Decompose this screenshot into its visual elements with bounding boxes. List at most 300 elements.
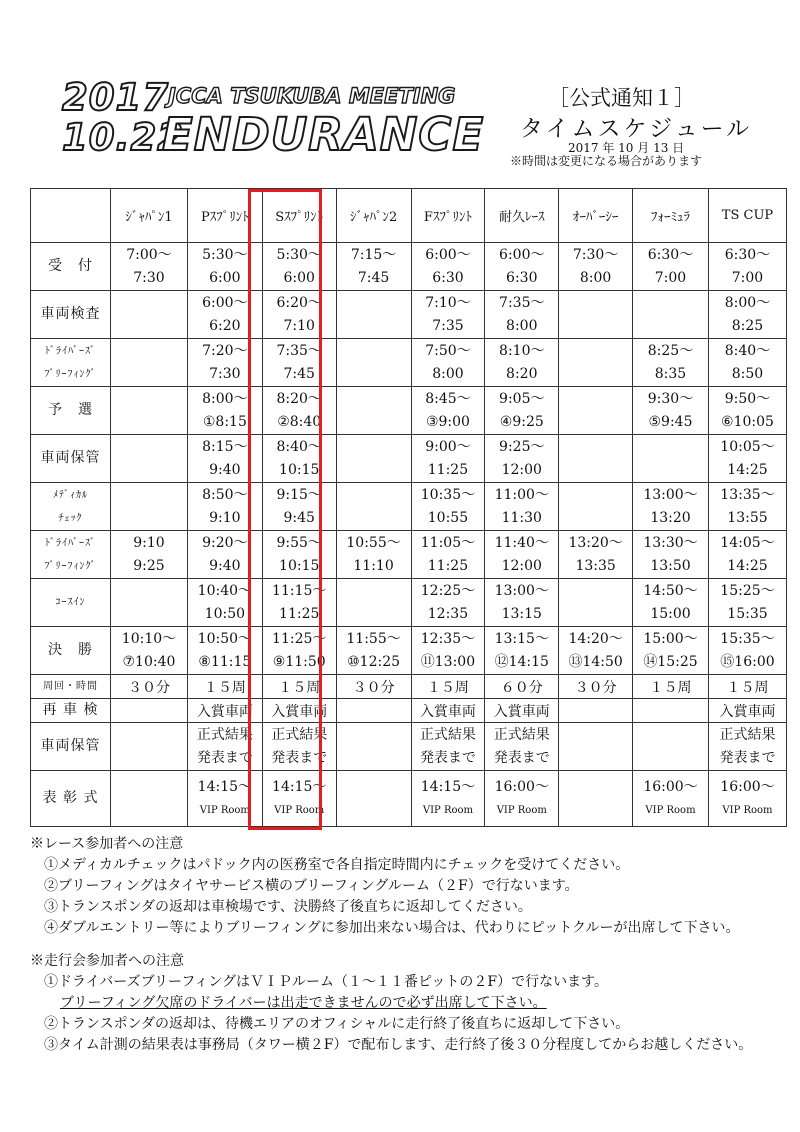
race-note-4: ④ダブルエントリー等によりブリーフィングに参加出来ない場合は、代わりにピットクルーが出席して下さい。 (44, 920, 740, 936)
table-cell (485, 339, 559, 387)
table-cell (262, 435, 336, 483)
cell-text: ⑫14:15 (494, 653, 549, 670)
cell-text: 入賞車両 (719, 703, 776, 720)
table-cell (336, 435, 411, 483)
cell-text: 6:30 (506, 269, 538, 286)
cell-text: 7:30 (209, 365, 241, 382)
cell-text: 7:45 (357, 269, 390, 286)
cell-text: 11:25 (427, 557, 469, 574)
table-cell (411, 699, 485, 723)
logo-event-name: JCCA TSUKUBA MEETING (168, 84, 456, 108)
cell-text: ⑦10:40 (122, 653, 176, 670)
cell-text: 発表まで (493, 749, 550, 766)
cell-text: 13:55 (727, 509, 768, 526)
cell-text: 発表まで (196, 749, 253, 766)
cell-text: 9:25 (133, 557, 165, 574)
cell-text: 10:55 (427, 509, 469, 526)
cell-text: 8:00〜 (202, 390, 248, 407)
cell-text: 13:20 (650, 509, 691, 526)
table-cell (485, 771, 559, 827)
cell-text: ⑩12:25 (347, 653, 401, 670)
table-cell (633, 483, 709, 531)
schedule-table (30, 188, 787, 827)
cell-text: 10:15 (279, 557, 320, 574)
cell-text: 6:00 (283, 269, 315, 286)
row-header-text: 再 車 検 (42, 702, 99, 718)
cell-text: 12:00 (501, 557, 542, 574)
table-cell (411, 339, 485, 387)
cell-text: 15:00 (650, 605, 691, 622)
row-header-text: 予 選 (48, 402, 93, 418)
cell-text: 14:05〜 (720, 534, 775, 551)
table-cell (633, 723, 709, 771)
table-cell (485, 387, 559, 435)
table-cell (111, 291, 188, 339)
cell-text: 14:20〜 (568, 630, 623, 647)
cell-text: 6:30〜 (647, 246, 694, 263)
row-header-text: ﾁｪｯｸ (58, 512, 83, 524)
cell-text: 正式結果 (196, 726, 253, 743)
table-row (31, 675, 787, 699)
table-cell (559, 579, 633, 627)
table-cell (411, 579, 485, 627)
table-cell (708, 243, 786, 291)
table-cell (187, 699, 262, 723)
table-cell (708, 291, 786, 339)
table-row (31, 387, 787, 435)
notice-label: ［公式通知１］ (548, 86, 695, 110)
cell-text: 正式結果 (419, 726, 476, 743)
cell-text: 15:35 (727, 605, 768, 622)
race-notes-heading: ※レース参加者への注意 (30, 836, 184, 852)
row-header-text: 受 付 (48, 258, 93, 274)
table-cell (411, 723, 485, 771)
column-header: Pｽﾌﾟﾘﾝﾄ (187, 189, 262, 243)
table-cell (262, 579, 336, 627)
table-cell (485, 675, 559, 699)
cell-text: 10:55〜 (346, 534, 401, 551)
table-cell (633, 675, 709, 699)
table-cell (111, 243, 188, 291)
cell-text: ①8:15 (202, 413, 247, 430)
cell-text: 正式結果 (271, 726, 328, 743)
row-header-text: 車両検査 (40, 306, 101, 322)
cell-text: 9:00〜 (425, 438, 471, 455)
table-cell (411, 771, 485, 827)
table-cell (411, 243, 485, 291)
cell-text: 13:30〜 (643, 534, 698, 551)
cell-text: 9:40 (209, 461, 241, 478)
row-header (31, 243, 111, 291)
table-cell (336, 387, 411, 435)
cell-text: 7:35 (432, 317, 464, 334)
table-cell (262, 699, 336, 723)
table-cell (187, 387, 262, 435)
cell-text: 8:25 (731, 317, 764, 334)
run-note-3: ③タイム計測の結果表は事務局（タワー横２F）で配布します、走行終了後３０分程度してからお越しください。 (44, 1037, 753, 1053)
table-cell (187, 723, 262, 771)
table-cell (633, 387, 709, 435)
cell-text: １５周 (649, 679, 692, 696)
cell-text: 発表まで (419, 749, 476, 766)
cell-text: 入賞車両 (419, 703, 476, 720)
cell-text: 11:00〜 (494, 486, 549, 503)
table-cell (111, 387, 188, 435)
table-cell (262, 675, 336, 699)
cell-text: 8:40〜 (724, 342, 771, 359)
table-cell (485, 579, 559, 627)
table-cell (336, 627, 411, 675)
cell-text: 8:50 (731, 365, 764, 382)
table-row (31, 291, 787, 339)
table-cell (485, 243, 559, 291)
table-cell (111, 435, 188, 483)
cell-text: 15:00〜 (643, 630, 698, 647)
cell-text: 14:15〜 (272, 778, 327, 795)
cell-text: １５周 (426, 679, 469, 696)
cell-text: 入賞車両 (493, 703, 550, 720)
cell-text: 9:30〜 (647, 390, 694, 407)
cell-text: 9:45 (283, 509, 315, 526)
row-header-text: 車両保管 (40, 738, 101, 754)
table-cell (111, 699, 188, 723)
row-header (31, 579, 111, 627)
table-row (31, 723, 787, 771)
table-cell (262, 483, 336, 531)
table-cell (411, 435, 485, 483)
cell-text: VIP Room (722, 804, 773, 816)
cell-text: 13:35 (575, 557, 616, 574)
table-cell (559, 627, 633, 675)
cell-text: 16:00〜 (643, 778, 698, 795)
table-cell (262, 771, 336, 827)
table-cell (708, 483, 786, 531)
cell-text: 9:05〜 (499, 390, 545, 407)
cell-text: 8:00 (506, 317, 538, 334)
table-cell (187, 579, 262, 627)
table-cell (187, 531, 262, 579)
table-cell (111, 531, 188, 579)
table-cell (187, 435, 262, 483)
table-cell (262, 291, 336, 339)
row-header-text: ﾄﾞﾗｲﾊﾞｰｽﾞ (45, 345, 96, 357)
table-row (31, 627, 787, 675)
table-cell (111, 483, 188, 531)
cell-text: 5:30〜 (276, 246, 322, 263)
cell-text: ⑪13:00 (420, 653, 476, 670)
cell-text: 7:15〜 (350, 246, 397, 263)
page-title: タイムスケジュール (520, 116, 753, 142)
cell-text: 12:35 (427, 605, 469, 622)
cell-text: 8:40〜 (276, 438, 322, 455)
row-header-text: 決 勝 (48, 642, 93, 658)
table-cell (559, 339, 633, 387)
cell-text: 7:30 (133, 269, 165, 286)
run-note-1: ①ドライバーズブリーフィングはＶＩＰルーム（１～１１番ピットの２F）で行ないます。 (44, 974, 608, 990)
table-cell (559, 435, 633, 483)
table-cell (485, 627, 559, 675)
cell-text: 10:15 (279, 461, 320, 478)
cell-text: 12:00 (501, 461, 542, 478)
table-cell (111, 627, 188, 675)
table-cell (411, 483, 485, 531)
cell-text: 7:30〜 (572, 246, 619, 263)
table-cell (336, 771, 411, 827)
cell-text: 9:10 (209, 509, 241, 526)
cell-text: 14:25 (727, 557, 768, 574)
column-header: ｵｰﾊﾞｰｼｰ (559, 189, 633, 243)
table-cell (559, 771, 633, 827)
table-cell (633, 435, 709, 483)
table-row (31, 579, 787, 627)
cell-text: 10:35〜 (420, 486, 476, 503)
table-cell (633, 291, 709, 339)
cell-text: 7:50〜 (425, 342, 471, 359)
table-cell (708, 339, 786, 387)
cell-text: 9:10 (133, 534, 165, 551)
column-header: ｼﾞｬﾊﾟﾝ1 (111, 189, 188, 243)
cell-text: 13:50 (650, 557, 691, 574)
table-row (31, 771, 787, 827)
cell-text: 6:30〜 (724, 246, 771, 263)
table-row (31, 483, 787, 531)
cell-text: 11:25 (427, 461, 469, 478)
row-header-text: ﾒﾃﾞｨｶﾙ (53, 489, 88, 501)
column-header: ﾌｫｰﾐｭﾗ (633, 189, 709, 243)
cell-text: ⑬14:50 (568, 653, 623, 670)
table-cell (336, 531, 411, 579)
cell-text: 7:10〜 (425, 294, 471, 311)
cell-text: 8:00〜 (724, 294, 771, 311)
table-cell (633, 243, 709, 291)
table-cell (262, 243, 336, 291)
cell-text: 入賞車両 (271, 703, 328, 720)
cell-text: 6:00〜 (499, 246, 545, 263)
table-cell (187, 339, 262, 387)
table-cell (708, 699, 786, 723)
cell-text: 7:35〜 (276, 342, 322, 359)
table-cell (411, 291, 485, 339)
table-header-row (31, 189, 787, 243)
cell-text: 8:20 (506, 365, 538, 382)
cell-text: １５周 (203, 679, 246, 696)
table-cell (336, 291, 411, 339)
cell-text: 10:50 (204, 605, 246, 622)
table-row (31, 435, 787, 483)
table-cell (708, 531, 786, 579)
cell-text: 15:25〜 (720, 582, 775, 599)
table-cell (336, 723, 411, 771)
cell-text: 6:20〜 (276, 294, 322, 311)
cell-text: ⑭15:25 (643, 653, 698, 670)
cell-text: 10:10〜 (121, 630, 177, 647)
column-header: ｼﾞｬﾊﾟﾝ2 (336, 189, 411, 243)
table-cell (633, 699, 709, 723)
cell-text: 14:15〜 (420, 778, 476, 795)
cell-text: 9:25〜 (499, 438, 545, 455)
table-cell (633, 579, 709, 627)
row-header-text: ﾄﾞﾗｲﾊﾞｰｽﾞ (45, 537, 96, 549)
row-header (31, 699, 111, 723)
cell-text: 8:50〜 (202, 486, 248, 503)
cell-text: 10:40〜 (197, 582, 253, 599)
cell-text: 7:20〜 (202, 342, 248, 359)
row-header-text: ｺｰｽｲﾝ (55, 597, 86, 608)
table-row (31, 531, 787, 579)
cell-text: 発表まで (719, 749, 776, 766)
run-notes-heading: ※走行会参加者への注意 (30, 953, 184, 969)
cell-text: 9:20〜 (202, 534, 248, 551)
row-header (31, 771, 111, 827)
table-cell (336, 339, 411, 387)
table-cell (559, 675, 633, 699)
cell-text: 8:10〜 (499, 342, 545, 359)
table-cell (559, 291, 633, 339)
table-cell (485, 531, 559, 579)
table-cell (708, 627, 786, 675)
table-cell (411, 531, 485, 579)
table-cell (262, 723, 336, 771)
table-cell (262, 627, 336, 675)
cell-text: 13:35〜 (720, 486, 775, 503)
table-cell (336, 243, 411, 291)
logo-date: 10.22 (62, 116, 185, 159)
cell-text: 9:55〜 (276, 534, 322, 551)
cell-text: 13:20〜 (568, 534, 623, 551)
row-header-text: 表 彰 式 (42, 790, 99, 806)
table-cell (262, 339, 336, 387)
run-note-2: ②トランスポンダの返却は、待機エリアのオフィシャルに走行終了後直ちに返却して下さい。 (44, 1016, 630, 1032)
cell-text: ⑥10:05 (721, 413, 774, 430)
run-note-1-warning: ブリーフィング欠席のドライバーは出走できませんので必ず出席して下さい。 (60, 995, 547, 1011)
cell-text: 6:20 (209, 317, 241, 334)
cell-text: ⑮16:00 (720, 653, 775, 670)
cell-text: 16:00〜 (494, 778, 549, 795)
table-cell (708, 723, 786, 771)
cell-text: 正式結果 (719, 726, 776, 743)
cell-text: VIP Room (496, 804, 547, 816)
table-cell (262, 387, 336, 435)
cell-text: ３０分 (127, 679, 170, 696)
cell-text: 14:15〜 (197, 778, 253, 795)
cell-text: 7:10 (283, 317, 315, 334)
cell-text: 6:30 (432, 269, 464, 286)
header-corner (31, 189, 111, 243)
cell-text: 13:15 (501, 605, 542, 622)
cell-text: 6:00〜 (425, 246, 471, 263)
table-cell (708, 435, 786, 483)
cell-text: VIP Room (274, 804, 325, 816)
cell-text: 7:00 (654, 269, 687, 286)
cell-text: 12:35〜 (420, 630, 476, 647)
cell-text: 7:00〜 (126, 246, 172, 263)
row-header (31, 483, 111, 531)
table-cell (633, 771, 709, 827)
cell-text: 7:35〜 (499, 294, 545, 311)
table-cell (336, 483, 411, 531)
table-cell (559, 243, 633, 291)
table-cell (633, 339, 709, 387)
table-cell (336, 579, 411, 627)
cell-text: 16:00〜 (720, 778, 775, 795)
cell-text: ④9:25 (499, 413, 544, 430)
table-cell (559, 723, 633, 771)
table-cell (485, 435, 559, 483)
row-header (31, 435, 111, 483)
cell-text: 15:35〜 (720, 630, 775, 647)
cell-text: 7:45 (283, 365, 315, 382)
cell-text: 13:15〜 (494, 630, 549, 647)
table-cell (187, 771, 262, 827)
cell-text: VIP Room (422, 804, 473, 816)
cell-text: 12:25〜 (420, 582, 476, 599)
row-header-text: 周回・時間 (43, 681, 98, 692)
cell-text: ⑨11:50 (272, 653, 326, 670)
cell-text: 6:00〜 (202, 294, 248, 311)
table-cell (485, 723, 559, 771)
cell-text: 11:15〜 (272, 582, 327, 599)
race-note-3: ③トランスポンダの返却は車検場です、決勝終了後直ちに返却してください。 (44, 899, 532, 915)
row-header (31, 387, 111, 435)
table-cell (187, 675, 262, 699)
cell-text: 11:40〜 (494, 534, 549, 551)
cell-text: 6:00 (209, 269, 241, 286)
table-cell (187, 627, 262, 675)
cell-text: VIP Room (645, 804, 696, 816)
table-cell (559, 483, 633, 531)
table-cell (411, 387, 485, 435)
row-header (31, 291, 111, 339)
cell-text: 11:25〜 (272, 630, 327, 647)
race-note-2: ②ブリーフィングはタイヤサービス横のブリーフィングルーム（２F）で行ないます。 (44, 878, 579, 894)
cell-text: 11:10 (353, 557, 394, 574)
cell-text: 8:20〜 (276, 390, 322, 407)
change-note: ※時間は変更になる場合があります (510, 154, 703, 168)
event-logo (62, 76, 485, 164)
cell-text: 8:00 (432, 365, 464, 382)
table-cell (485, 699, 559, 723)
row-header-text: ﾌﾞﾘｰﾌｨﾝｸﾞ (44, 560, 97, 572)
cell-text: 13:00〜 (643, 486, 698, 503)
notes-section (30, 834, 790, 1056)
table-cell (633, 531, 709, 579)
cell-text: ３０分 (574, 679, 617, 696)
table-cell (708, 387, 786, 435)
cell-text: 8:25〜 (647, 342, 694, 359)
table-cell (708, 675, 786, 699)
cell-text: 8:35 (654, 365, 687, 382)
cell-text: 入賞車両 (196, 703, 253, 720)
cell-text: 9:15〜 (276, 486, 322, 503)
row-header-text: 車両保管 (40, 450, 101, 466)
table-body (31, 243, 787, 827)
logo-endurance: ENDURANCE (162, 108, 485, 161)
cell-text: ⑧11:15 (198, 653, 252, 670)
table-cell (411, 675, 485, 699)
cell-text: 正式結果 (493, 726, 550, 743)
table-cell (336, 675, 411, 699)
cell-text: １５周 (726, 679, 769, 696)
cell-text: １５周 (278, 679, 321, 696)
table-cell (708, 579, 786, 627)
row-header (31, 339, 111, 387)
table-row (31, 339, 787, 387)
table-cell (708, 771, 786, 827)
table-cell (411, 627, 485, 675)
cell-text: 11:25 (279, 605, 320, 622)
cell-text: 7:00 (731, 269, 764, 286)
table-cell (485, 483, 559, 531)
